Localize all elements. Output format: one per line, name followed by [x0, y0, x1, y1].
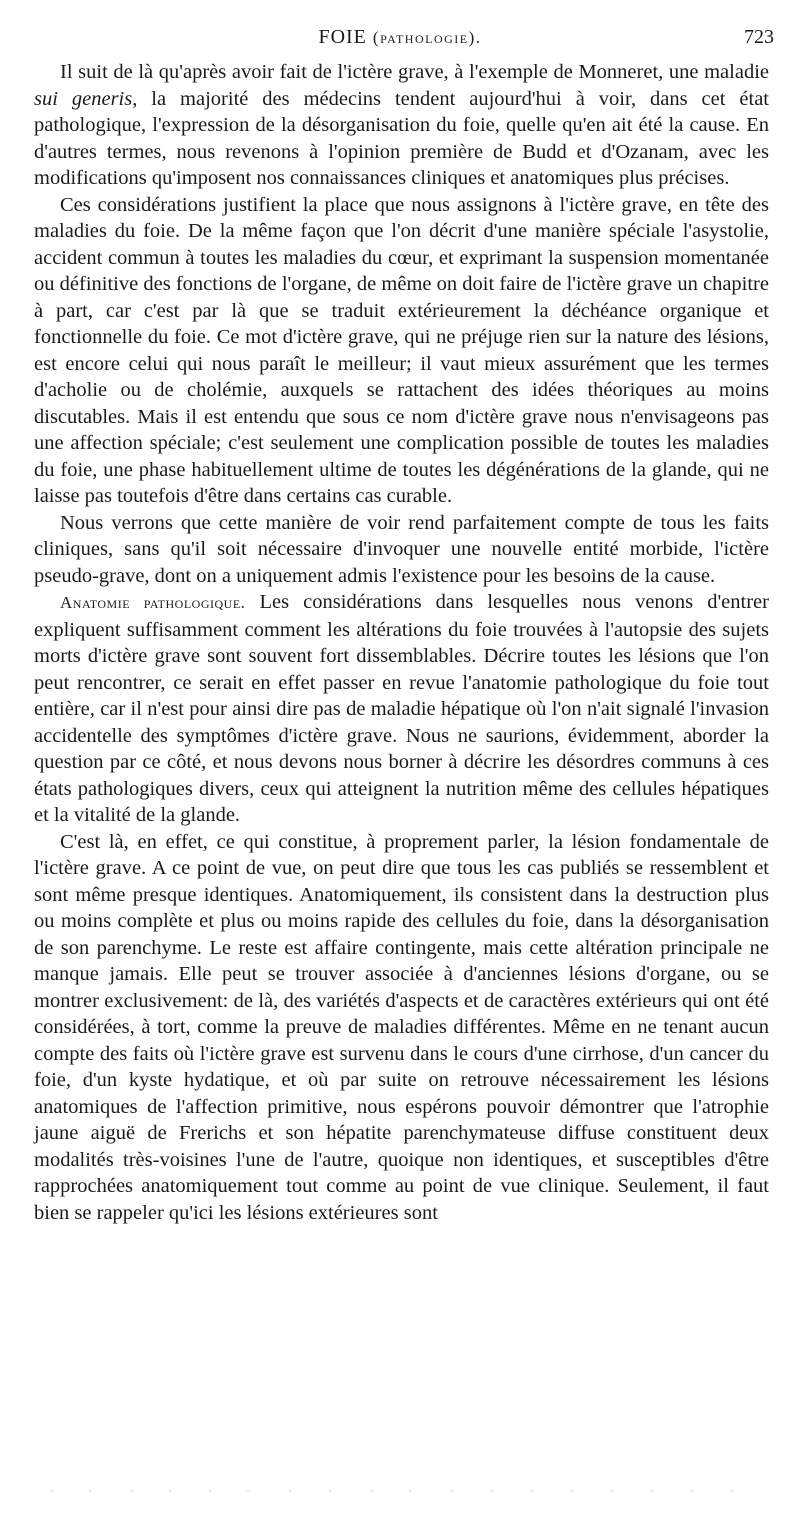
paragraph-1-text-start: Il suit de là qu'après avoir fait de l'ictère grave, à l'exemple de Monneret, une maladie	[60, 61, 769, 83]
paragraph-1	[34, 59, 769, 192]
paragraph-5: C'est là, en effet, ce qui constitue, à proprement parler, la lésion fondamentale de l'ictère grave. A ce point de vue, on peut dire que tous les cas publiés se ressemblent et sont même presque identiques. Anatomiquement, ils consistent dans la destruction plus ou moins complète et plus ou moins rapide des cellules du foie, dans la désorganisation de son parenchyme. Le reste est affaire contingente, mais cette altération principale ne manque jamais. Elle peut se trouver associée à d'anciennes lésions d'organe, ou se montrer exclusivement: de là, des variétés d'aspects et de caractères extérieurs qui ont été considérées, à tort, comme la preuve de maladies différentes. Même en ne tenant aucun compte des faits où l'ictère grave est survenu dans le cours d'une cirrhose, d'un cancer du foie, d'un kyste hydatique, et où par suite on retrouve nécessairement les lésions anatomiques de l'affection primitive, nous espérons pouvoir démontrer que l'atrophie jaune aiguë de Frerichs et son hépatite parenchymateuse diffuse constituent deux modalités très-voisines l'une de l'autre, quoique non identiques, et susceptibles d'être rapprochées anatomiquement tout comme au point de vue clinique. Seulement, il faut bien se rappeler qu'ici les lésions extérieures sont	[34, 830, 769, 1224]
paragraph-2: Ces considérations justifient la place que nous assignons à l'ictère grave, en tête des maladies du foie. De la même façon que l'on décrit d'une manière spéciale l'asystolie, accident commun à toutes les maladies du cœur, et exprimant la suspension momentanée ou définitive des fonctions de l'organe, de même on doit faire de l'ictère grave un chapitre à part, car c'est par là que se traduit extérieurement la déchéance organique et fonctionnelle du foie. Ce mot d'ictère grave, qui ne préjuge rien sur la nature des lésions, est encore celui qui nous paraît le meilleur; il vaut mieux assurément que les termes d'acholie ou de cholémie, auxquels se rattachent des idées théoriques au moins discutables. Mais il est entendu que sous ce nom d'ictère grave nous n'envisageons pas une affection spéciale; c'est seulement une complication possible de toutes les maladies du foie, une phase habituellement ultime de toutes les dégénérations de la glande, qui ne laisse pas toutefois d'être dans certains cas curable.	[34, 193, 769, 507]
running-title	[0, 26, 800, 49]
section-heading: Anatomie pathologique.	[60, 593, 246, 612]
paragraph-4-text: Les considérations dans lesquelles nous venons d'entrer expliquent suffisamment comment les altérations du foie trouvées à l'autopsie des sujets morts d'ictère grave sont souvent fort dissemblables. Décrire toutes les lésions que l'on peut rencontrer, ce serait en effet passer en revue l'anatomie pathologique du foie tout entière, car il n'est pour ainsi dire pas de maladie hépatique où l'on n'ait signalé l'invasion accidentelle des symptômes d'ictère grave. Nous ne saurions, évidemment, aborder la question par ce côté, et nous devons nous borner à décrire les désordres communs à ces états pathologiques divers, ceux qui atteignent la nutrition même des cellules hépatiques et la vitalité de la glande.	[34, 591, 769, 826]
running-title-subtitle: (pathologie).	[372, 28, 482, 47]
running-title-main: FOIE	[318, 26, 367, 48]
paragraph-3: Nous verrons que cette manière de voir rend parfaitement compte de tous les faits cliniques, sans qu'il soit nécessaire d'invoquer une nouvelle entité morbide, l'ictère pseudo-grave, dont on a uniquement admis l'existence pour les besoins de la cause.	[34, 511, 769, 587]
page-number: 723	[744, 26, 774, 48]
body-text	[34, 59, 769, 1226]
paragraph-1-text-end: , la majorité des médecins tendent aujourd'hui à voir, dans cet état pathologique, l'expression de la désorganisation du foie, quelle qu'en ait été la cause. En d'autres termes, nous revenons à l'opinion première de Budd et d'Ozanam, avec les modifications qu'imposent nos connaissances cliniques et anatomiques plus précises.	[34, 87, 769, 189]
bottom-print-specks	[0, 1488, 800, 1494]
latin-term: sui generis	[34, 87, 133, 110]
paragraph-4	[34, 589, 769, 829]
running-head	[0, 26, 800, 56]
